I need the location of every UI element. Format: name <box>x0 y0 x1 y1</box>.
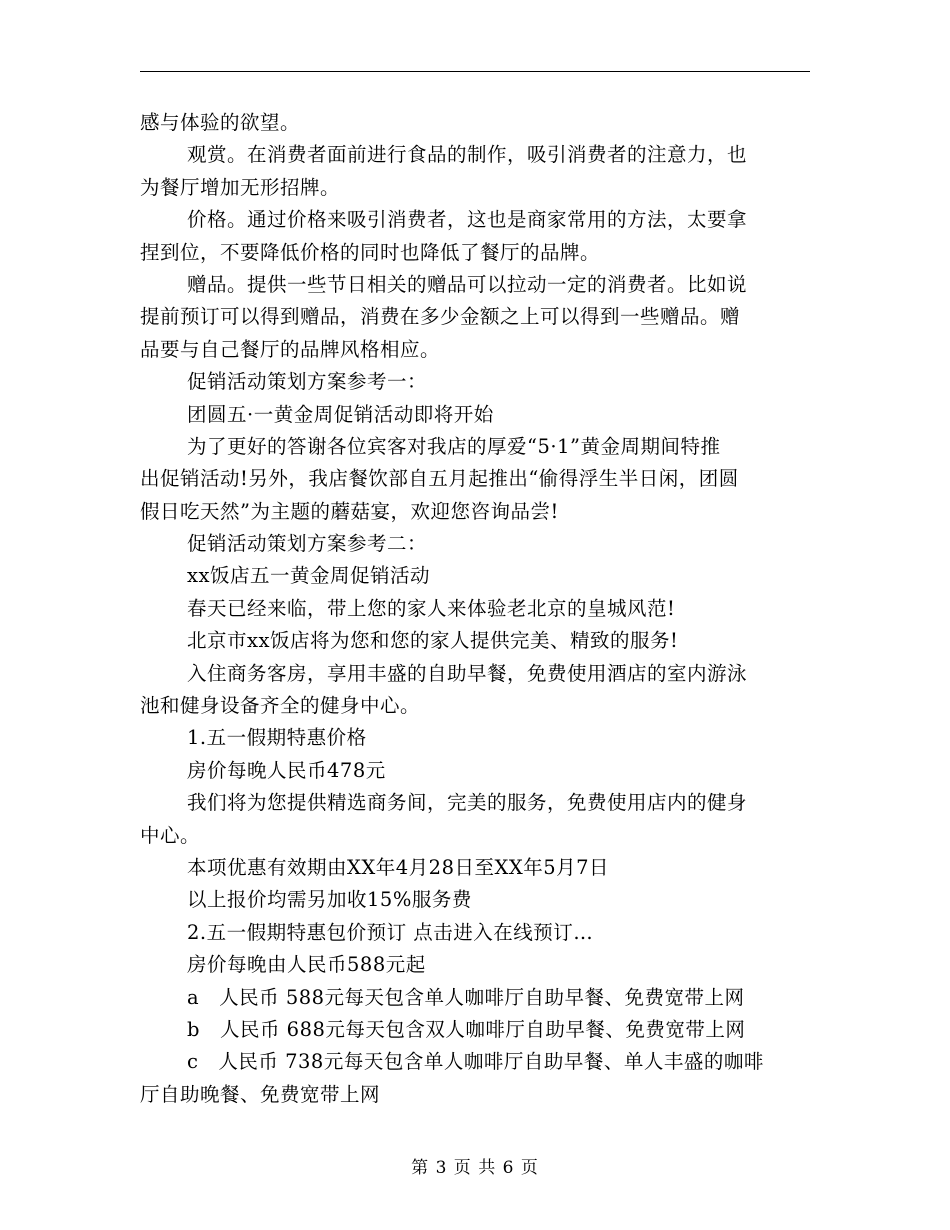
text-line: 观赏。在消费者面前进行食品的制作，吸引消费者的注意力，也 <box>187 143 748 167</box>
text-line: 品要与自己餐厅的品牌风格相应。 <box>140 337 441 361</box>
text-line: 我们将为您提供精选商务间，完美的服务，免费使用店内的健身 <box>187 791 748 815</box>
page-number-footer: 第 3 页 共 6 页 <box>411 1158 539 1178</box>
text-line: 为了更好的答谢各位宾客对我店的厚爱“5·1”黄金周期间特推 <box>187 434 721 458</box>
text-line: 促销活动策划方案参考二： <box>187 532 428 556</box>
text-line: 为餐厅增加无形招牌。 <box>140 175 341 199</box>
text-line: 提前预订可以得到赠品，消费在多少金额之上可以得到一些赠品。赠 <box>140 305 741 329</box>
text-line: a 人民币 588元每天包含单人咖啡厅自助早餐、免费宽带上网 <box>187 985 745 1009</box>
text-line: 促销活动策划方案参考一： <box>187 370 428 394</box>
text-line: 假日吃天然”为主题的蘑菇宴，欢迎您咨询品尝! <box>140 499 559 523</box>
text-line: 感与体验的欲望。 <box>140 111 301 134</box>
text-line: 2.五一假期特惠包价预订 点击进入在线预订… <box>187 920 594 944</box>
text-line: 春天已经来临，带上您的家人来体验老北京的皇城风范! <box>187 596 676 620</box>
text-line: b 人民币 688元每天包含双人咖啡厅自助早餐、免费宽带上网 <box>187 1017 746 1041</box>
text-line: 房价每晚由人民币588元起 <box>187 953 426 977</box>
text-line: 入住商务客房，享用丰盛的自助早餐，免费使用酒店的室内游泳 <box>187 661 748 685</box>
text-line: 以上报价均需另加收15%服务费 <box>187 888 472 912</box>
text-line: 赠品。提供一些节日相关的赠品可以拉动一定的消费者。比如说 <box>187 272 748 296</box>
text-line: 出促销活动!另外，我店餐饮部自五月起推出“偷得浮生半日闲，团圆 <box>140 467 739 491</box>
text-line: 池和健身设备齐全的健身中心。 <box>140 694 421 718</box>
text-line: 中心。 <box>140 823 201 847</box>
text-line: 厅自助晚餐、免费宽带上网 <box>140 1082 381 1106</box>
text-line: 价格。通过价格来吸引消费者，这也是商家常用的方法，太要拿 <box>187 208 748 232</box>
text-line: 房价每晚人民币478元 <box>187 758 386 782</box>
document-body <box>140 107 812 1111</box>
text-line: c 人民币 738元每天包含单人咖啡厅自助早餐、单人丰盛的咖啡 <box>187 1050 764 1074</box>
text-line: 本项优惠有效期由XX年4月28日至XX年5月7日 <box>187 855 610 879</box>
header-rule <box>140 71 810 72</box>
text-line: 北京市xx饭店将为您和您的家人提供完美、精致的服务! <box>187 629 679 653</box>
text-line: 团圆五·一黄金周促销活动即将开始 <box>187 402 494 426</box>
text-line: xx饭店五一黄金周促销活动 <box>187 564 430 588</box>
text-line: 1.五一假期特惠价格 <box>187 726 367 750</box>
text-line: 捏到位，不要降低价格的同时也降低了餐厅的品牌。 <box>140 240 601 264</box>
